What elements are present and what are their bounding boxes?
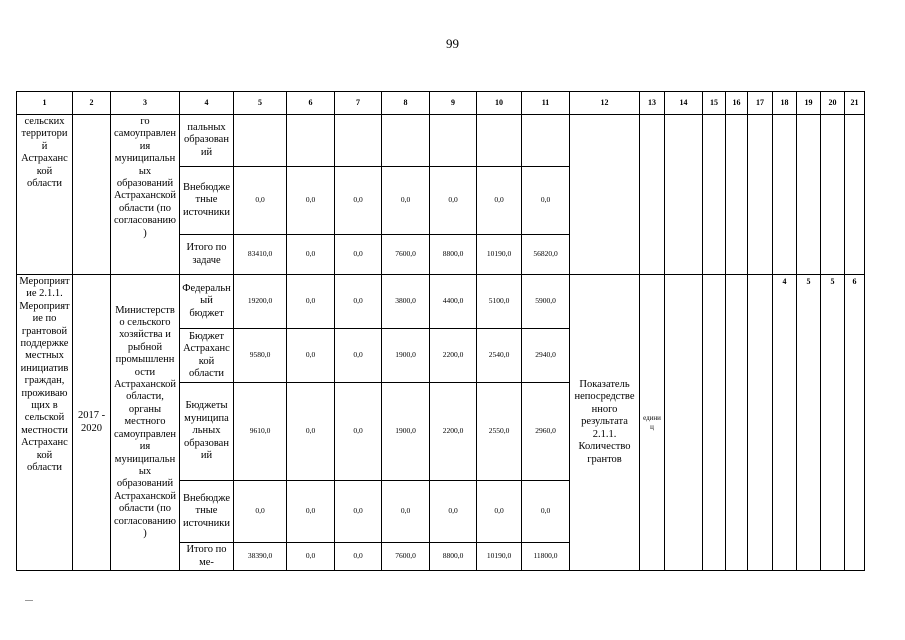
value-cell: 4400,0 bbox=[430, 275, 477, 329]
page-number: 99 bbox=[446, 36, 459, 51]
column-number: 1 bbox=[17, 92, 73, 115]
value-cell: 0,0 bbox=[382, 481, 430, 543]
program-table bbox=[16, 91, 865, 571]
value-cell: 0,0 bbox=[287, 329, 335, 383]
value-cell: 0,0 bbox=[234, 481, 287, 543]
value-cell bbox=[382, 115, 430, 167]
value-cell: 1900,0 bbox=[382, 329, 430, 383]
column-number: 8 bbox=[382, 92, 430, 115]
header-row bbox=[17, 92, 865, 115]
target-value: 5 bbox=[821, 275, 845, 571]
value-cell: 0,0 bbox=[477, 167, 522, 235]
value-cell: 0,0 bbox=[287, 235, 335, 275]
column-number: 9 bbox=[430, 92, 477, 115]
value-cell: 0,0 bbox=[430, 481, 477, 543]
table-row bbox=[17, 115, 865, 167]
column-number: 10 bbox=[477, 92, 522, 115]
value-cell bbox=[522, 115, 570, 167]
funding-source: Бюджеты муниципальных образований bbox=[180, 383, 234, 481]
value-cell bbox=[703, 275, 726, 571]
value-cell: 0,0 bbox=[335, 275, 382, 329]
funding-source: пальных образований bbox=[180, 115, 234, 167]
column-number: 21 bbox=[845, 92, 865, 115]
value-cell: 3800,0 bbox=[382, 275, 430, 329]
value-cell: 2940,0 bbox=[522, 329, 570, 383]
activity-name: сельских территорий Астраханской области bbox=[17, 115, 73, 275]
value-cell bbox=[748, 115, 773, 275]
value-cell bbox=[726, 275, 748, 571]
value-cell: 10190,0 bbox=[477, 543, 522, 571]
column-number: 4 bbox=[180, 92, 234, 115]
value-cell bbox=[287, 115, 335, 167]
funding-source: Внебюджетные источники bbox=[180, 481, 234, 543]
value-cell: 0,0 bbox=[335, 383, 382, 481]
value-cell bbox=[703, 115, 726, 275]
column-number: 20 bbox=[821, 92, 845, 115]
period-cell: 2017 - 2020 bbox=[73, 275, 111, 571]
value-cell: 2960,0 bbox=[522, 383, 570, 481]
period-cell bbox=[73, 115, 111, 275]
funding-source: Итого по задаче bbox=[180, 235, 234, 275]
column-number: 6 bbox=[287, 92, 335, 115]
value-cell: 0,0 bbox=[335, 167, 382, 235]
target-value: 4 bbox=[773, 275, 797, 571]
value-cell bbox=[748, 275, 773, 571]
column-number: 16 bbox=[726, 92, 748, 115]
value-cell bbox=[477, 115, 522, 167]
column-number: 15 bbox=[703, 92, 726, 115]
value-cell bbox=[773, 115, 797, 275]
column-number: 14 bbox=[665, 92, 703, 115]
value-cell: 2200,0 bbox=[430, 329, 477, 383]
value-cell bbox=[335, 115, 382, 167]
value-cell bbox=[665, 115, 703, 275]
value-cell bbox=[234, 115, 287, 167]
value-cell: 9610,0 bbox=[234, 383, 287, 481]
value-cell: 83410,0 bbox=[234, 235, 287, 275]
column-number: 5 bbox=[234, 92, 287, 115]
value-cell: 0,0 bbox=[522, 167, 570, 235]
column-number: 17 bbox=[748, 92, 773, 115]
column-number: 12 bbox=[570, 92, 640, 115]
target-value: 6 bbox=[845, 275, 865, 571]
value-cell: 0,0 bbox=[382, 167, 430, 235]
funding-source: Итого по ме- bbox=[180, 543, 234, 571]
column-number: 7 bbox=[335, 92, 382, 115]
column-number: 13 bbox=[640, 92, 665, 115]
value-cell: 7600,0 bbox=[382, 543, 430, 571]
value-cell: 5900,0 bbox=[522, 275, 570, 329]
value-cell: 11800,0 bbox=[522, 543, 570, 571]
scan-mark bbox=[25, 600, 33, 601]
value-cell: 0,0 bbox=[287, 275, 335, 329]
value-cell: 9580,0 bbox=[234, 329, 287, 383]
value-cell bbox=[430, 115, 477, 167]
value-cell bbox=[845, 115, 865, 275]
value-cell: 1900,0 bbox=[382, 383, 430, 481]
funding-source: Бюджет Астраханской области bbox=[180, 329, 234, 383]
value-cell: 0,0 bbox=[335, 235, 382, 275]
indicator-cell bbox=[570, 115, 640, 275]
unit-cell: единиц bbox=[640, 275, 665, 571]
unit-cell bbox=[640, 115, 665, 275]
column-number: 3 bbox=[111, 92, 180, 115]
value-cell: 0,0 bbox=[287, 383, 335, 481]
value-cell: 8800,0 bbox=[430, 235, 477, 275]
value-cell bbox=[797, 115, 821, 275]
value-cell: 5100,0 bbox=[477, 275, 522, 329]
target-value: 5 bbox=[797, 275, 821, 571]
indicator-cell: Показатель непосредственного результата 2.1.1. Количество грантов bbox=[570, 275, 640, 571]
value-cell: 2550,0 bbox=[477, 383, 522, 481]
value-cell: 8800,0 bbox=[430, 543, 477, 571]
value-cell bbox=[726, 115, 748, 275]
funding-source: Внебюджетные источники bbox=[180, 167, 234, 235]
value-cell: 0,0 bbox=[287, 167, 335, 235]
activity-name: Мероприятие 2.1.1. Мероприятие по грантовой поддержке местных инициатив граждан, проживающих в сельской местности Астраханской области bbox=[17, 275, 73, 571]
value-cell: 0,0 bbox=[477, 481, 522, 543]
value-cell bbox=[821, 115, 845, 275]
column-number: 18 bbox=[773, 92, 797, 115]
value-cell: 0,0 bbox=[335, 543, 382, 571]
table-row bbox=[17, 275, 865, 329]
value-cell: 0,0 bbox=[234, 167, 287, 235]
column-number: 19 bbox=[797, 92, 821, 115]
value-cell: 7600,0 bbox=[382, 235, 430, 275]
value-cell: 0,0 bbox=[287, 543, 335, 571]
executor-cell: Министерство сельского хозяйства и рыбной промышленности Астраханской области, органы местного самоуправления муниципальных образований Астраханской области (по согласованию) bbox=[111, 275, 180, 571]
value-cell: 2540,0 bbox=[477, 329, 522, 383]
value-cell bbox=[665, 275, 703, 571]
value-cell: 19200,0 bbox=[234, 275, 287, 329]
column-number: 2 bbox=[73, 92, 111, 115]
executor-cell: го самоуправления муниципальных образований Астраханской области (по согласованию) bbox=[111, 115, 180, 275]
value-cell: 10190,0 bbox=[477, 235, 522, 275]
value-cell: 2200,0 bbox=[430, 383, 477, 481]
value-cell: 0,0 bbox=[335, 329, 382, 383]
value-cell: 0,0 bbox=[335, 481, 382, 543]
column-number: 11 bbox=[522, 92, 570, 115]
value-cell: 0,0 bbox=[430, 167, 477, 235]
funding-source: Федеральный бюджет bbox=[180, 275, 234, 329]
value-cell: 38390,0 bbox=[234, 543, 287, 571]
value-cell: 56820,0 bbox=[522, 235, 570, 275]
value-cell: 0,0 bbox=[287, 481, 335, 543]
value-cell: 0,0 bbox=[522, 481, 570, 543]
